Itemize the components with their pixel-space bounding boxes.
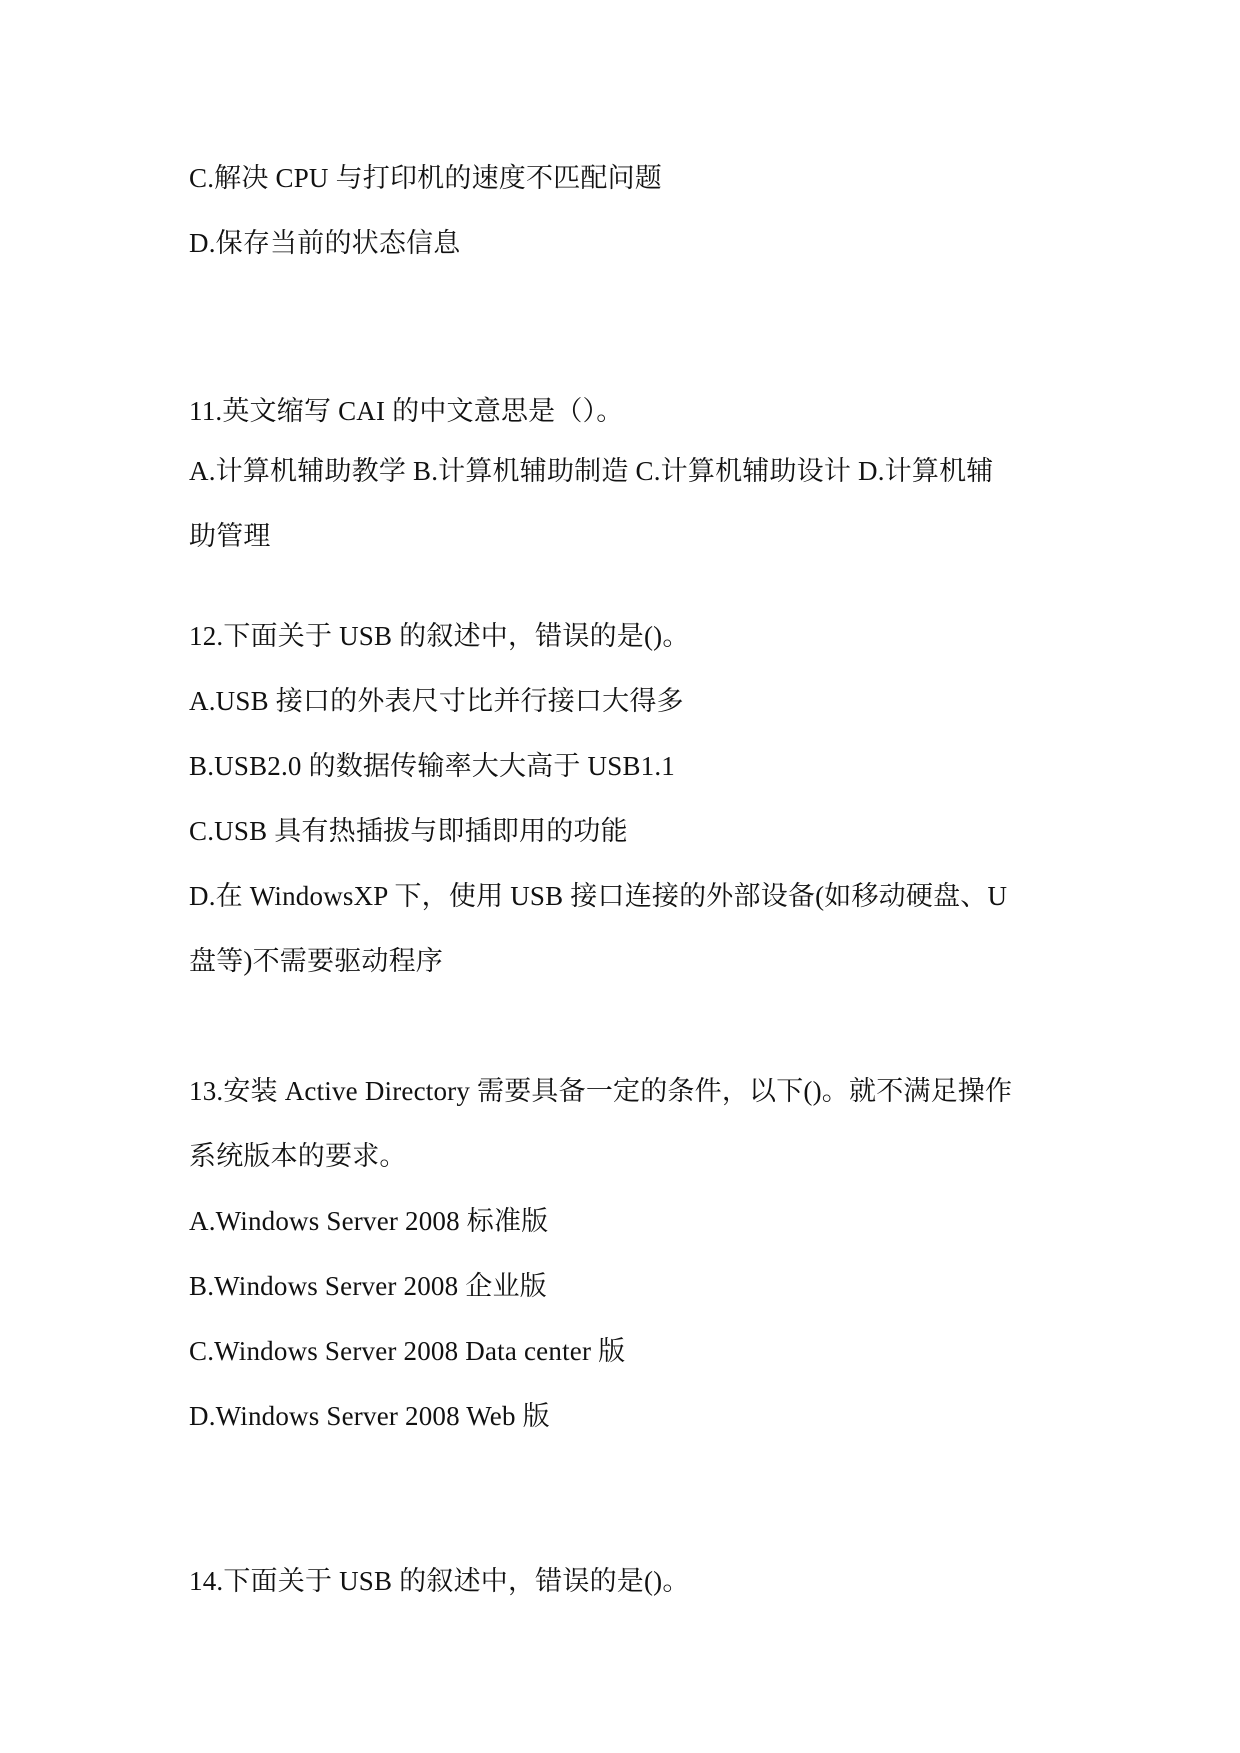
q12-option-d-line1: D.在 WindowsXP 下，使用 USB 接口连接的外部设备(如移动硬盘、U [189,881,1008,911]
q11-options-line1: A.计算机辅助教学 B.计算机辅助制造 C.计算机辅助设计 D.计算机辅 [189,456,994,486]
q14-stem: 14.下面关于 USB 的叙述中，错误的是()。 [189,1566,690,1596]
q13-option-b: B.Windows Server 2008 企业版 [189,1271,547,1301]
q13-stem-line1: 13.安装 Active Directory 需要具备一定的条件，以下()。就不满足操作 [189,1076,1013,1106]
prev-question-option-d: D.保存当前的状态信息 [189,228,461,258]
q11-stem: 11.英文缩写 CAI 的中文意思是（）。 [189,396,624,426]
q13-option-a: A.Windows Server 2008 标准版 [189,1206,549,1236]
q12-option-c: C.USB 具有热插拔与即插即用的功能 [189,816,628,846]
q11-options-line2: 助管理 [189,521,271,551]
q12-option-b: B.USB2.0 的数据传输率大大高于 USB1.1 [189,751,676,781]
q13-option-d: D.Windows Server 2008 Web 版 [189,1401,550,1431]
q12-option-d-line2: 盘等)不需要驱动程序 [189,946,443,976]
q12-stem: 12.下面关于 USB 的叙述中，错误的是()。 [189,621,690,651]
q13-option-c: C.Windows Server 2008 Data center 版 [189,1336,626,1366]
q12-option-a: A.USB 接口的外表尺寸比并行接口大得多 [189,686,684,716]
prev-question-option-c: C.解决 CPU 与打印机的速度不匹配问题 [189,163,662,193]
q13-stem-line2: 系统版本的要求。 [189,1141,407,1171]
